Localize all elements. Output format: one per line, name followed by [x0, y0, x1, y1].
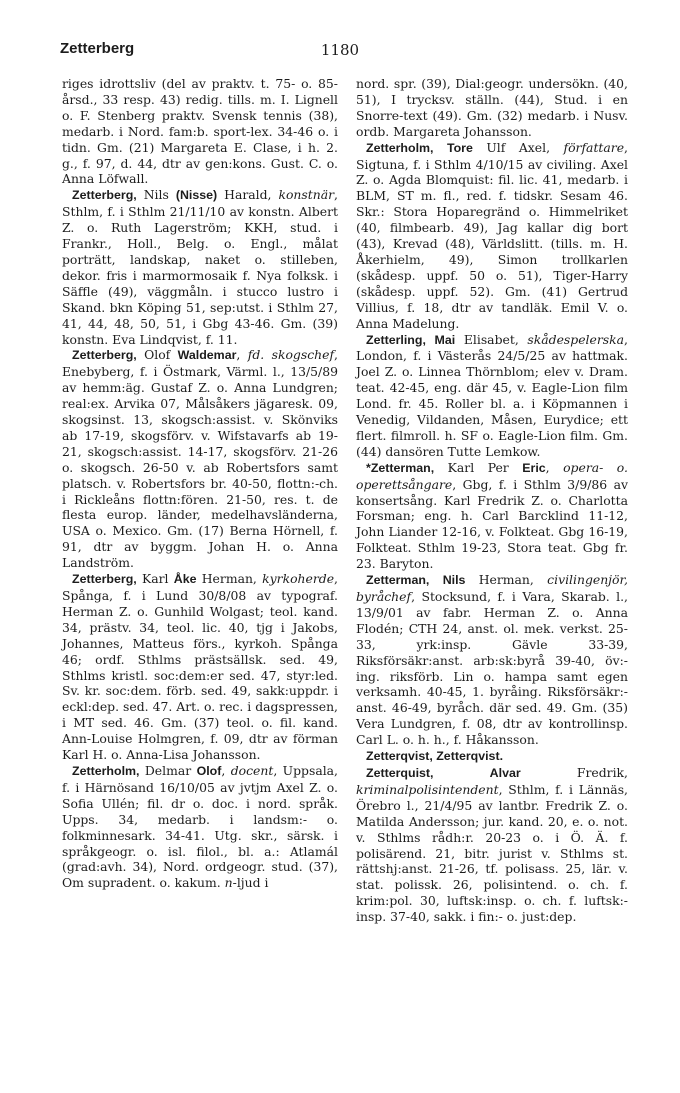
- biography-entry: [62, 571, 338, 763]
- biography-entry: [356, 460, 628, 572]
- entry-text: -ljud i: [232, 875, 269, 891]
- entry-occupation: konstnär: [278, 187, 335, 203]
- entry-text: Fredrik,: [520, 764, 628, 780]
- entry-occupation: docent: [230, 762, 274, 778]
- entry-text: Elisabet,: [455, 331, 528, 347]
- entry-text: [426, 332, 435, 347]
- entry-name: Eric: [522, 460, 546, 475]
- entry-occupation: opera- o. operettsångare: [356, 459, 628, 492]
- entry-text: , Uppsala, f. i Härnösand 16/10/05 av jvtjm Axel Z. o. Sofia Ullén; fil. dr o. doc. i nord. språk. Upps. 34, medarb. i landsm:- o. folkminnesark. 34-41. Utg. skr., särsk. i språkgeogr. o. isl. filol., bl. a.: Atlamál (grad:avh. 34), Nord. ordgeogr. stud. (37), Om supradent. o. kakum.: [62, 762, 338, 891]
- entry-text: riges idrottsliv (del av praktv. t. 75- o. 85-årsd., 33 resp. 43) redig. tills. m. I. Lignell o. F. Stenberg praktv. Svensk tennis (38), medarb. i Nord. fam:b. sport-lex. 34-46 o. i tidn. Gm. (21) Margareta E. Clase, i h. 2. g., f. 97, d. 44, dtr av gen:kons. Gust. C. o. Anna Löfwall.: [62, 76, 338, 187]
- entry-text: Nils: [136, 187, 176, 203]
- entry-text: ,: [221, 762, 231, 778]
- biography-entry: [356, 332, 628, 460]
- entry-name: Olof: [196, 763, 222, 778]
- entry-name: Zetterholm,: [366, 140, 434, 155]
- left-column: [62, 76, 338, 891]
- entry-name: Zetterberg,: [72, 572, 137, 587]
- entry-text: , Stocksund, f. i Vara, Skarab. l., 13/9/01 av fabr. Herman Z. o. Anna Flodén; CTH 24, anst. ol. mek. verkst. 25-33, yrk:insp. Gävle 33-39, Riksförsäkr:anst. arb:sk:byrå 39-40, öv:-ing. riksförb. Lin o. hampa samt egen verksamh. 40-45, 1. byråing. Riksförsäkr:-anst. 46-49, byråch. där sed. 49. Gm. (35) Vera Lundgren, f. 08, dtr av kontrollinsp. Carl L. o. h. h., f. Håkansson.: [356, 589, 628, 748]
- entry-continuation: [356, 76, 628, 140]
- entry-text: , Sthlm, f. i Sthlm 21/11/10 av konstn. Albert Z. o. Ruth Lagerström; KKH, stud. i Frankr., Holl., Belg. o. Engl., målat porträtt, landskap, naket o. stilleben, dekor. fris i marmormosaik f. Nya folksk. i Säffle (49), väggmåln. i stucco lustro i Skand. bkn Köping 51, sep:utst. i Sthlm 27, 41, 44, 48, 50, 51, i Gbg 43-46. Gm. (39) konstn. Eva Lindqvist, f. 11.: [62, 187, 338, 347]
- biography-entry: [62, 347, 338, 571]
- entry-text: , Spånga, f. i Lund 30/8/08 av typograf. Herman Z. o. Gunhild Wolgast; teol. kand. 34, prästv. 34, teol. lic. 40, tjg i Jakobs, Johannes, Matteus förs., kyrkoh. Spånga 46; ordf. Sthlms prästsällsk. sed. 49, Sthlms kristl. soc:dem:er sed. 47, styr:led. Sv. kr. soc:dem. förb. sed. 49, sakk:uppdr. i eckl:dep. sed. 47. Art. o. rec. i dagspressen, i MT sed. 46. Gm. (37) teol. o. fil. kand. Ann-Louise Holmgren, f. 09, dtr av förman Karl H. o. Anna-Lisa Johansson.: [62, 571, 338, 763]
- entry-text: [429, 572, 442, 587]
- biography-entry: [62, 187, 338, 347]
- entry-name: Nils: [442, 573, 466, 588]
- entry-occupation: kriminalpolisintendent: [356, 781, 499, 797]
- entry-text: , Enebyberg, f. i Östmark, Värml. l., 13/5/89 av hemm:äg. Gustaf Z. o. Anna Lundgren; real:ex. Arvika 07, Målsåkers jägaresk. 09, skogsinst. 13, skogsch:assist. v. Skönviks ab 17-19, skogsförv. v. Wifstavarfs ab 19-21, skogsch:assist. 14-17, skogsförv. 21-26 o. skogsch. 26-50 v. ab Robertsfors samt platsch. v. Robertsfors br. 40-50, flottn:-ch. i Rickleåns flottn:fören. 21-50, res. t. de flesta europ. länder, medelhavsländerna, USA o. Mexico. Gm. (17) Berna Hörnell, f. 91, dtr av byggm. Johan H. o. Anna Landström.: [62, 347, 338, 571]
- entry-occupation: n: [224, 875, 233, 891]
- entry-name: Zetterquist,: [366, 765, 434, 780]
- page-number: 1180: [320, 41, 360, 59]
- biography-entry: [356, 140, 628, 332]
- entry-name: Waldemar: [177, 348, 237, 363]
- entry-text: , London, f. i Västerås 24/5/25 av hattmak. Joel Z. o. Linnea Thörnblom; elev v. Dram. teat. 42-45, eng. där 45, v. Eagle-Lion film Lond. fr. 45. Roller bl. a. i Köpmannen i Venedig, Vildanden, Måsen, Eurydice; ett flert. filmroll. h. SF o. Eagle-Lion film. Gm. (44) dansören Tutte Lemkow.: [356, 331, 628, 459]
- entry-name: Mai: [434, 332, 456, 347]
- entry-occupation: fd. skogschef: [247, 347, 335, 363]
- entry-name: Tore: [446, 140, 473, 155]
- entry-text: [433, 765, 489, 780]
- entry-text: Herman,: [465, 572, 548, 588]
- entry-name: Zetterholm,: [72, 763, 140, 778]
- entry-occupation: kyrkoherde: [262, 571, 335, 587]
- biography-entry: [62, 763, 338, 891]
- entry-continuation: [62, 76, 338, 187]
- entry-occupation: författare: [563, 139, 625, 155]
- right-column: [356, 76, 628, 925]
- entry-text: ,: [236, 347, 248, 363]
- entry-occupation: civilingenjör, byråchef: [356, 572, 628, 604]
- running-head: Zetterberg: [60, 40, 135, 57]
- entry-name: Zetterberg,: [72, 188, 137, 203]
- entry-name: Åke: [173, 572, 197, 587]
- entry-text: Herman,: [196, 571, 263, 587]
- biography-entry: [356, 572, 628, 748]
- entry-name: Zetterling,: [366, 332, 426, 347]
- entry-text: Ulf Axel,: [472, 139, 564, 155]
- entry-text: , Sigtuna, f. i Sthlm 4/10/15 av civiling. Axel Z. o. Agda Blomquist: fil. lic. 41, medarb. i BLM, ST m. fl., red. f. tidskr. Sesam 46. Skr.: Stora Hoparegränd o. Himmelriket (40, filmbearb. 49), Jag kallar dig bort (43), Krevad (48), Världslitt. (tills. m. H. Åkerhielm, 49), Simon trollkarlen (skådesp. uppf. 50 o. 51), Tiger-Harry (skådesp. uppf. 52). Gm. (41) Gertrud Villius, f. 18, dtr av tandläk. Emil V. o. Anna Madelung.: [356, 139, 628, 331]
- entry-name: Zetterberg,: [72, 348, 137, 363]
- biography-entry: [356, 765, 628, 925]
- entry-name: Zetterman,: [366, 573, 430, 588]
- entry-text: Olof: [136, 347, 178, 363]
- entry-text: , Sthlm, f. i Lännäs, Örebro l., 21/4/95 av lantbr. Fredrik Z. o. Matilda Andersson; jur. kand. 20, e. o. not. v. Sthlms rådh:r. 20-23 o. i Ö. Ä. f. polisärend. 21, bitr. jurist v. Sthlms st. rättshj:anst. 21-26, tf. polisass. 25, lär. v. stat. polissk. 26, polisintend. o. ch. f. krim:pol. 30, luftsk:insp. o. ch. f. luftsk:-insp. 37-40, sakk. i fin:- o. just:dep.: [356, 781, 628, 925]
- entry-text: Karl Per: [434, 459, 523, 475]
- entry-occupation: skådespelerska: [527, 331, 625, 347]
- page-header: [60, 40, 620, 64]
- entry-text: Delmar: [139, 762, 197, 778]
- entry-name: Alvar: [489, 765, 521, 780]
- entry-text: Karl: [136, 571, 174, 587]
- biography-entry: [356, 748, 628, 765]
- entry-name: *Zetterman,: [366, 460, 435, 475]
- entry-text: , Gbg, f. i Sthlm 3/9/86 av konsertsång. Karl Fredrik Z. o. Charlotta Forsman; eng. h. Carl Barcklind 11-12, John Liander 12-16, v. Folkteat. Gbg 16-19, Folkteat. Sthlm 19-23, Stora teat. Gbg fr. 23. Baryton.: [356, 476, 628, 572]
- entry-name: Zetterqvist, Zetterqvist.: [366, 749, 504, 764]
- entry-text: nord. spr. (39), Dial:geogr. undersökn. (40, 51), I trycksv. ställn. (44), Stud. i en Snorre-text (49). Gm. (32) medarb. i Nusv. ordb. Margareta Johansson.: [356, 76, 628, 139]
- entry-text: Harald,: [217, 187, 279, 203]
- entry-text: [433, 140, 446, 155]
- entry-name: (Nisse): [175, 188, 218, 203]
- entry-text: ,: [545, 459, 564, 475]
